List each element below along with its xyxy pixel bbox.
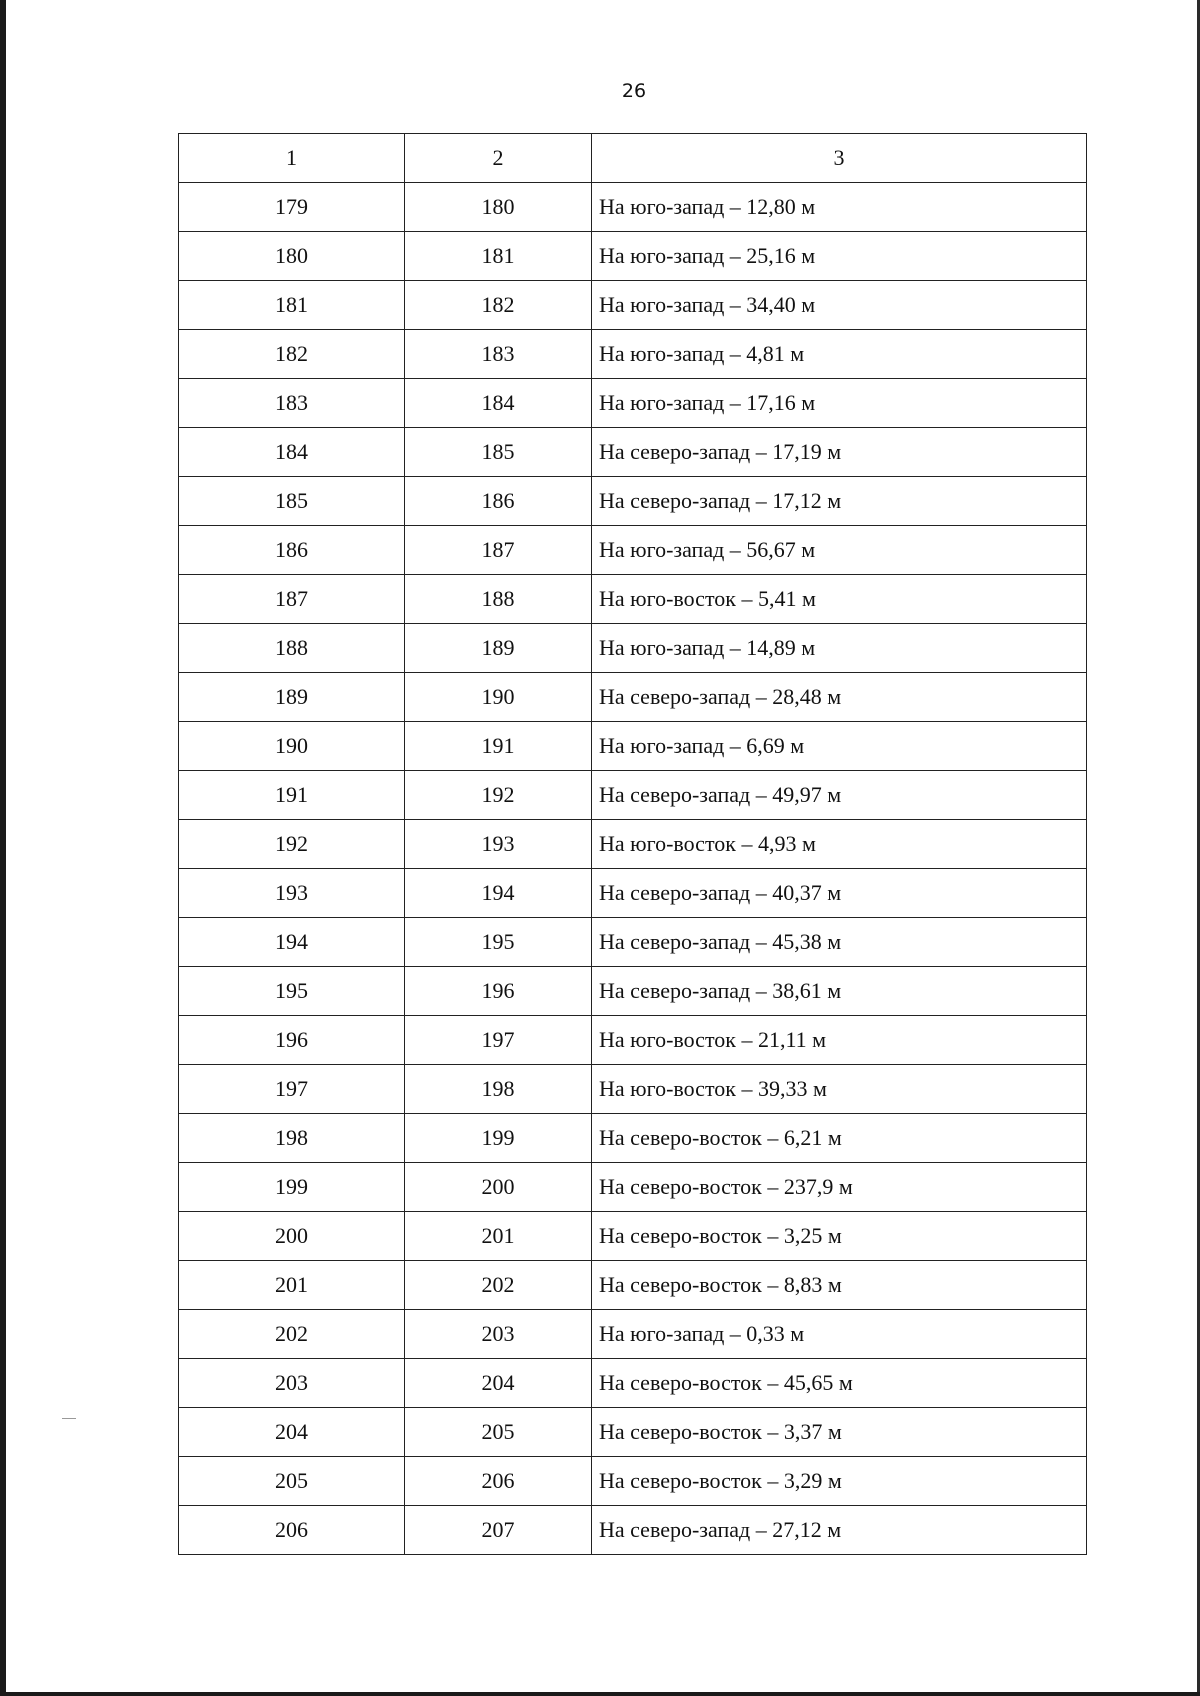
column-header-2: 2 xyxy=(405,134,592,183)
direction-distance-cell: На северо-запад – 28,48 м xyxy=(592,673,1087,722)
scan-edge-bottom xyxy=(0,1692,1200,1696)
to-point-cell: 205 xyxy=(405,1408,592,1457)
from-point-cell: 196 xyxy=(179,1016,405,1065)
to-point-cell: 181 xyxy=(405,232,592,281)
direction-distance-cell: На юго-запад – 12,80 м xyxy=(592,183,1087,232)
table-row xyxy=(179,1114,1087,1163)
to-point-cell: 185 xyxy=(405,428,592,477)
to-point-cell: 195 xyxy=(405,918,592,967)
to-point-cell: 186 xyxy=(405,477,592,526)
table-row xyxy=(179,722,1087,771)
direction-distance-cell: На юго-запад – 17,16 м xyxy=(592,379,1087,428)
from-point-cell: 206 xyxy=(179,1506,405,1555)
from-point-cell: 200 xyxy=(179,1212,405,1261)
direction-distance-cell: На северо-восток – 3,25 м xyxy=(592,1212,1087,1261)
direction-distance-cell: На северо-запад – 40,37 м xyxy=(592,869,1087,918)
to-point-cell: 199 xyxy=(405,1114,592,1163)
direction-distance-cell: На северо-запад – 38,61 м xyxy=(592,967,1087,1016)
from-point-cell: 181 xyxy=(179,281,405,330)
direction-distance-cell: На юго-восток – 4,93 м xyxy=(592,820,1087,869)
from-point-cell: 205 xyxy=(179,1457,405,1506)
direction-distance-cell: На юго-запад – 34,40 м xyxy=(592,281,1087,330)
from-point-cell: 198 xyxy=(179,1114,405,1163)
to-point-cell: 191 xyxy=(405,722,592,771)
table-row xyxy=(179,575,1087,624)
to-point-cell: 184 xyxy=(405,379,592,428)
to-point-cell: 188 xyxy=(405,575,592,624)
table-row xyxy=(179,624,1087,673)
to-point-cell: 204 xyxy=(405,1359,592,1408)
table-row xyxy=(179,1016,1087,1065)
direction-distance-cell: На северо-запад – 45,38 м xyxy=(592,918,1087,967)
to-point-cell: 182 xyxy=(405,281,592,330)
scan-edge-left xyxy=(0,0,6,1696)
table-row xyxy=(179,820,1087,869)
direction-distance-cell: На северо-восток – 3,37 м xyxy=(592,1408,1087,1457)
direction-distance-cell: На юго-запад – 25,16 м xyxy=(592,232,1087,281)
from-point-cell: 188 xyxy=(179,624,405,673)
scan-artifact-mark xyxy=(62,1418,76,1419)
from-point-cell: 183 xyxy=(179,379,405,428)
direction-distance-cell: На северо-восток – 6,21 м xyxy=(592,1114,1087,1163)
table-row xyxy=(179,1212,1087,1261)
to-point-cell: 194 xyxy=(405,869,592,918)
column-header-1: 1 xyxy=(179,134,405,183)
table-row xyxy=(179,1408,1087,1457)
to-point-cell: 203 xyxy=(405,1310,592,1359)
direction-distance-cell: На северо-запад – 17,19 м xyxy=(592,428,1087,477)
from-point-cell: 184 xyxy=(179,428,405,477)
table-row xyxy=(179,330,1087,379)
table-row xyxy=(179,771,1087,820)
table-row xyxy=(179,869,1087,918)
from-point-cell: 201 xyxy=(179,1261,405,1310)
direction-distance-cell: На северо-запад – 27,12 м xyxy=(592,1506,1087,1555)
table-row xyxy=(179,918,1087,967)
to-point-cell: 187 xyxy=(405,526,592,575)
direction-distance-cell: На юго-запад – 0,33 м xyxy=(592,1310,1087,1359)
direction-distance-cell: На юго-восток – 5,41 м xyxy=(592,575,1087,624)
table-header xyxy=(179,134,1087,183)
to-point-cell: 200 xyxy=(405,1163,592,1212)
direction-distance-cell: На северо-восток – 45,65 м xyxy=(592,1359,1087,1408)
to-point-cell: 193 xyxy=(405,820,592,869)
table-row xyxy=(179,1163,1087,1212)
to-point-cell: 207 xyxy=(405,1506,592,1555)
from-point-cell: 185 xyxy=(179,477,405,526)
from-point-cell: 202 xyxy=(179,1310,405,1359)
from-point-cell: 194 xyxy=(179,918,405,967)
direction-distance-cell: На северо-восток – 237,9 м xyxy=(592,1163,1087,1212)
from-point-cell: 189 xyxy=(179,673,405,722)
table-row xyxy=(179,1310,1087,1359)
direction-distance-cell: На юго-восток – 39,33 м xyxy=(592,1065,1087,1114)
from-point-cell: 190 xyxy=(179,722,405,771)
table-row xyxy=(179,1506,1087,1555)
table-row xyxy=(179,281,1087,330)
from-point-cell: 199 xyxy=(179,1163,405,1212)
from-point-cell: 197 xyxy=(179,1065,405,1114)
from-point-cell: 192 xyxy=(179,820,405,869)
from-point-cell: 191 xyxy=(179,771,405,820)
to-point-cell: 192 xyxy=(405,771,592,820)
from-point-cell: 186 xyxy=(179,526,405,575)
table-row xyxy=(179,428,1087,477)
boundary-table xyxy=(178,133,1087,1555)
from-point-cell: 180 xyxy=(179,232,405,281)
from-point-cell: 182 xyxy=(179,330,405,379)
direction-distance-cell: На юго-восток – 21,11 м xyxy=(592,1016,1087,1065)
page-number: 26 xyxy=(621,80,647,102)
table-row xyxy=(179,477,1087,526)
to-point-cell: 183 xyxy=(405,330,592,379)
to-point-cell: 190 xyxy=(405,673,592,722)
direction-distance-cell: На юго-запад – 14,89 м xyxy=(592,624,1087,673)
from-point-cell: 195 xyxy=(179,967,405,1016)
table-header-row xyxy=(179,134,1087,183)
to-point-cell: 201 xyxy=(405,1212,592,1261)
table-row xyxy=(179,1261,1087,1310)
to-point-cell: 180 xyxy=(405,183,592,232)
table-body xyxy=(179,183,1087,1555)
direction-distance-cell: На северо-запад – 17,12 м xyxy=(592,477,1087,526)
table-row xyxy=(179,967,1087,1016)
to-point-cell: 189 xyxy=(405,624,592,673)
to-point-cell: 206 xyxy=(405,1457,592,1506)
from-point-cell: 203 xyxy=(179,1359,405,1408)
table-row xyxy=(179,379,1087,428)
table-row xyxy=(179,232,1087,281)
direction-distance-cell: На северо-восток – 3,29 м xyxy=(592,1457,1087,1506)
to-point-cell: 202 xyxy=(405,1261,592,1310)
direction-distance-cell: На юго-запад – 6,69 м xyxy=(592,722,1087,771)
table-row xyxy=(179,526,1087,575)
direction-distance-cell: На юго-запад – 4,81 м xyxy=(592,330,1087,379)
from-point-cell: 187 xyxy=(179,575,405,624)
from-point-cell: 193 xyxy=(179,869,405,918)
direction-distance-cell: На юго-запад – 56,67 м xyxy=(592,526,1087,575)
to-point-cell: 197 xyxy=(405,1016,592,1065)
table-row xyxy=(179,1457,1087,1506)
to-point-cell: 196 xyxy=(405,967,592,1016)
table-row xyxy=(179,1359,1087,1408)
to-point-cell: 198 xyxy=(405,1065,592,1114)
table-row xyxy=(179,673,1087,722)
direction-distance-cell: На северо-запад – 49,97 м xyxy=(592,771,1087,820)
table-row xyxy=(179,183,1087,232)
from-point-cell: 179 xyxy=(179,183,405,232)
from-point-cell: 204 xyxy=(179,1408,405,1457)
direction-distance-cell: На северо-восток – 8,83 м xyxy=(592,1261,1087,1310)
column-header-3: 3 xyxy=(592,134,1087,183)
table-row xyxy=(179,1065,1087,1114)
